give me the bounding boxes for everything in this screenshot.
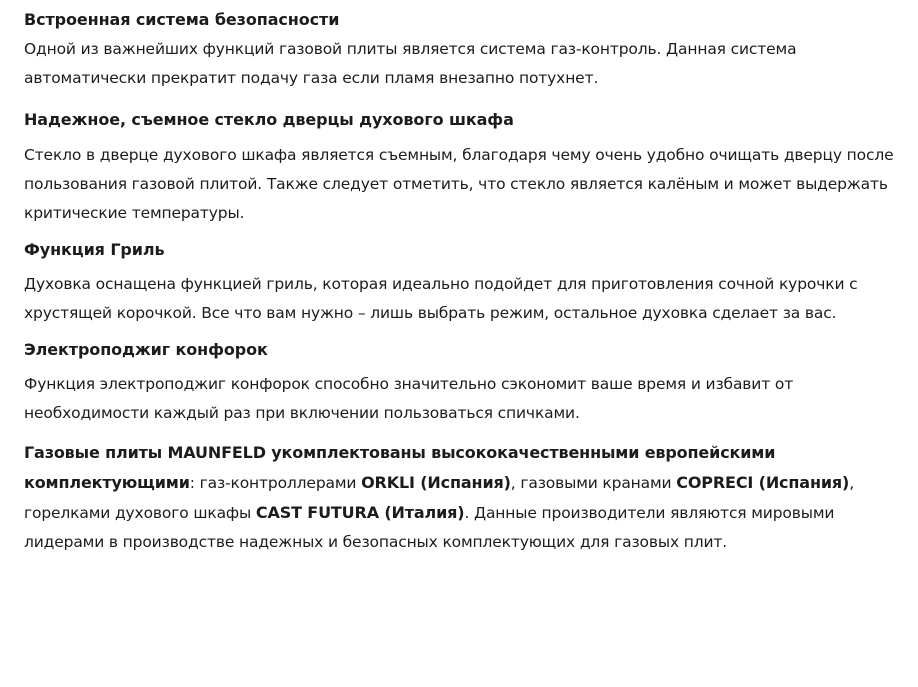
- brand-copreci: COPRECI (Испания): [676, 473, 850, 492]
- brand-orkli: ORKLI (Испания): [361, 473, 511, 492]
- section-safety-system: [24, 8, 898, 93]
- section-text: Функция электроподжиг конфорок способно значительно сэкономит ваше время и избавит от необходимости каждый раз при включении пользоваться спичками.: [24, 375, 794, 422]
- section-text: Духовка оснащена функцией гриль, которая идеально подойдет для приготовления сочной курочки с хрустящей корочкой. Все что вам нужно – лишь выбрать режим, остальное духовка сделает за вас.: [24, 275, 858, 322]
- brand-cast-futura: CAST FUTURA (Италия): [255, 503, 465, 522]
- components-text: , горелками духового шкафы: [24, 474, 854, 522]
- components-paragraph: [24, 438, 898, 557]
- components-text: . Данные производители являются мировыми лидерами в производстве надежных и безопасных комплектующих для газовых плит.: [24, 504, 835, 551]
- section-oven-glass: [24, 108, 898, 228]
- section-title: Электроподжиг конфорок: [24, 340, 268, 359]
- components-text: : газ-контроллерами: [189, 474, 362, 492]
- section-text: Стекло в дверце духового шкафа является съемным, благодаря чему очень удобно очищать дверцу после пользования газовой плитой. Также следует отметить, что стекло является калёным и может выдержать критические температуры.: [24, 146, 894, 222]
- section-title: Надежное, съемное стекло дверцы духового шкафа: [24, 110, 514, 129]
- section-title: Встроенная система безопасности: [24, 10, 340, 29]
- section-components: [24, 438, 898, 557]
- components-text: , газовыми кранами: [510, 474, 677, 492]
- components-lead: Газовые плиты MAUNFELD укомплектованы высококачественными европейскими комплектующими: [24, 443, 776, 492]
- section-electric-ignition: [24, 338, 898, 428]
- section-title: Функция Гриль: [24, 240, 165, 259]
- section-text: Одной из важнейших функций газовой плиты является система газ-контроль. Данная система автоматически прекратит подачу газа если пламя внезапно потухнет.: [24, 40, 797, 87]
- section-grill: [24, 238, 898, 328]
